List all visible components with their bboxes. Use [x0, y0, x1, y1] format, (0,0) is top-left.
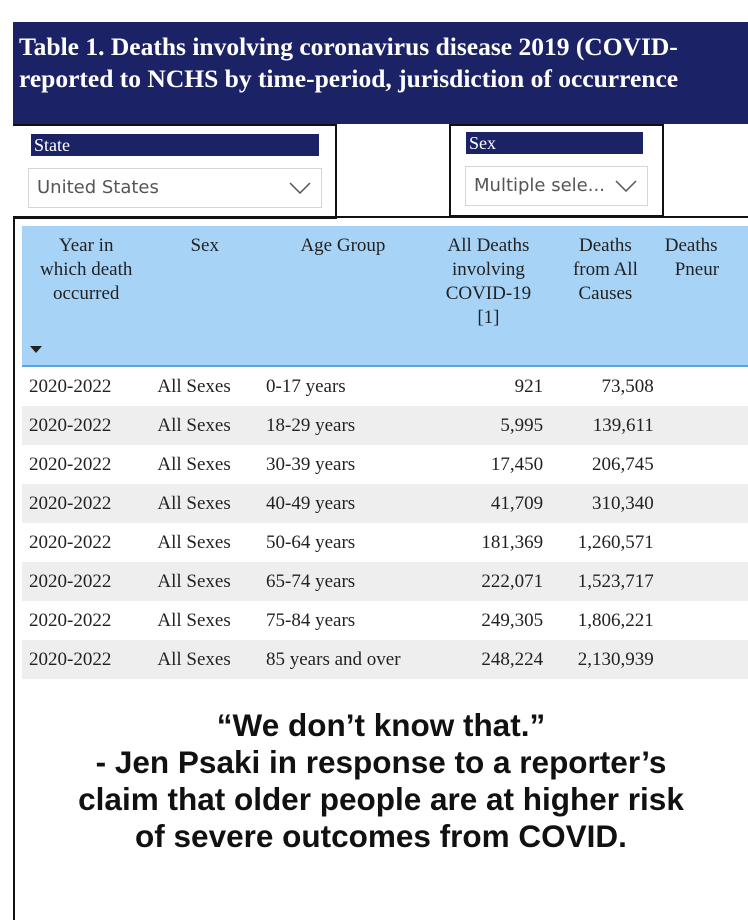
title-line-1: Table 1. Deaths involving coronavirus disease 2019 (COVID-	[19, 32, 678, 61]
sort-descending-icon[interactable]	[30, 346, 42, 353]
chevron-down-icon	[289, 182, 311, 194]
table-row: 2020-2022 All Sexes 65-74 years 222,071 1,523,717	[22, 562, 748, 601]
divider	[13, 216, 748, 218]
table-row: 2020-2022 All Sexes 30-39 years 17,450 206,745	[29, 453, 654, 475]
quote-line-3: claim that older people are at higher risk	[78, 781, 684, 817]
state-dropdown-value: United States	[37, 177, 159, 198]
col-header-covid-deaths[interactable]: All Deaths involving COVID-19 [1]	[427, 226, 550, 366]
table-row: 2020-2022 All Sexes 40-49 years 41,709 310,340	[22, 484, 748, 523]
col-header-pneumonia-deaths[interactable]: Deaths Pneur	[661, 226, 748, 366]
table-header-row	[22, 226, 748, 366]
sex-dropdown[interactable]	[465, 166, 648, 206]
title-line-2: reported to NCHS by time-period, jurisdiction of occurrence	[19, 64, 679, 93]
table-row: 2020-2022 All Sexes 50-64 years 181,369 1,260,571	[29, 531, 654, 553]
col-header-age-group[interactable]: Age Group	[259, 226, 427, 366]
report-title-banner	[13, 22, 748, 124]
table-row: 2020-2022 All Sexes 85 years and over 248,224 2,130,939	[22, 640, 748, 679]
quote-caption	[14, 707, 748, 855]
table-row: 2020-2022 All Sexes 75-84 years 249,305 1,806,221	[29, 609, 654, 631]
quote-line-1: “We don’t know that.”	[216, 707, 546, 743]
col-header-year[interactable]: Year in which death occurred	[22, 226, 150, 366]
table-row: 2020-2022 All Sexes 18-29 years 5,995 139,611	[22, 406, 748, 445]
state-dropdown[interactable]	[28, 168, 322, 208]
sex-slicer	[449, 124, 664, 217]
quote-line-4: of severe outcomes from COVID.	[135, 818, 627, 854]
quote-line-2: - Jen Psaki in response to a reporter’s	[95, 744, 667, 780]
sex-slicer-title: Sex	[466, 132, 643, 154]
state-slicer	[13, 124, 337, 219]
col-header-sex[interactable]: Sex	[150, 226, 259, 366]
deaths-table	[22, 226, 748, 679]
col-header-all-cause-deaths[interactable]: Deaths from All Causes	[550, 226, 661, 366]
sex-dropdown-value: Multiple sele...	[474, 175, 605, 196]
state-slicer-title: State	[31, 134, 319, 156]
data-table-container[interactable]	[22, 226, 748, 684]
table-row: 2020-2022 All Sexes 0-17 years 921 73,508	[29, 375, 654, 397]
chevron-down-icon	[615, 180, 637, 192]
